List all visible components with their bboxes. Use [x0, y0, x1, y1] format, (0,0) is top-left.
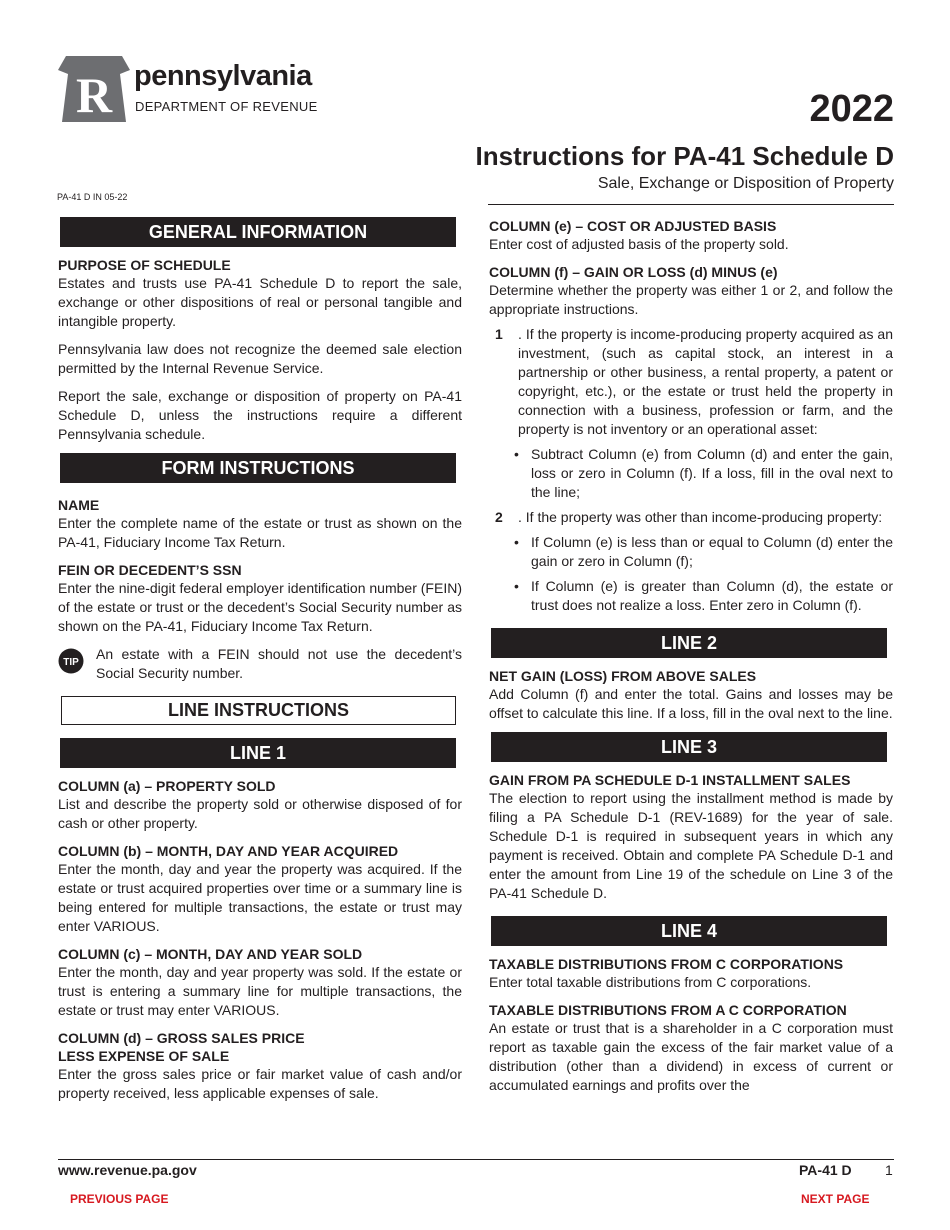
- brand-department: DEPARTMENT OF REVENUE: [135, 99, 318, 114]
- left-column: [58, 217, 462, 1103]
- paragraph-line-3: The election to report using the installment method is made by filing a PA Schedule D-1 (REV-1689) for the year of sale. Schedule D-1 is required in subsequent years in which any payment is received. Obtain and complete PA Schedule D-1 and enter the amount from Line 19 of the schedule on Line 3 of the PA-41 Schedule D.: [489, 790, 893, 901]
- heading-line-4-a: TAXABLE DISTRIBUTIONS FROM C CORPORATIONS: [489, 956, 844, 972]
- paragraph-line-4-a: Enter total taxable distributions from C corporations.: [489, 974, 812, 990]
- section-bar-line-2: LINE 2: [491, 628, 887, 658]
- paragraph-fein: Enter the nine-digit federal employer identification number (FEIN) of the estate or trust or the decedent’s Social Security number as shown on the PA-41, Fiduciary Income Tax Return.: [58, 580, 462, 634]
- heading-column-b: COLUMN (b) – MONTH, DAY AND YEAR ACQUIRED: [58, 843, 399, 859]
- heading-column-a: COLUMN (a) – PROPERTY SOLD: [58, 778, 276, 794]
- heading-name: NAME: [58, 497, 100, 513]
- heading-fein: FEIN OR DECEDENT’S SSN: [58, 562, 242, 578]
- tax-year: 2022: [809, 88, 894, 130]
- form-code: PA-41 D IN 05-22: [57, 192, 128, 202]
- svg-text:TIP: TIP: [63, 657, 79, 668]
- brand-name: pennsylvania: [134, 60, 312, 92]
- next-page-link[interactable]: NEXT PAGE: [801, 1192, 870, 1206]
- heading-column-d-line-2: LESS EXPENSE OF SALE: [58, 1048, 230, 1064]
- tip-icon: [58, 648, 84, 674]
- page-subtitle: Sale, Exchange or Disposition of Property: [597, 175, 894, 192]
- footer-page-code: PA-41 D: [799, 1162, 852, 1178]
- paragraph-line-2: Add Column (f) and enter the total. Gains and losses may be offset to calculate this line. If a loss, fill in the oval next to the line.: [489, 686, 893, 721]
- paragraph-column-f: Determine whether the property was either 1 or 2, and follow the appropriate instructions.: [489, 282, 893, 317]
- footer-website: www.revenue.pa.gov: [58, 1162, 197, 1178]
- paragraph-column-e: Enter cost of adjusted basis of the property sold.: [489, 236, 789, 252]
- bullet-item: • If Column (e) is greater than Column (d), the estate or trust does not realize a loss. Enter zero in Column (f).: [489, 577, 893, 615]
- section-bar-line-instructions: LINE INSTRUCTIONS: [61, 696, 456, 725]
- heading-column-e: COLUMN (e) – COST OR ADJUSTED BASIS: [489, 218, 777, 234]
- heading-column-c: COLUMN (c) – MONTH, DAY AND YEAR SOLD: [58, 946, 363, 962]
- list-item: 2 . If the property was other than income-producing property:: [495, 509, 883, 525]
- section-bar-general-information: GENERAL INFORMATION: [60, 217, 456, 247]
- section-bar-line-1: LINE 1: [60, 738, 456, 768]
- numbered-list: [489, 508, 893, 527]
- tip-text: An estate with a FEIN should not use the decedent’s Social Security number.: [96, 646, 462, 681]
- svg-text:R: R: [75, 67, 113, 122]
- paragraph-purpose-3: Report the sale, exchange or disposition of property on PA-41 Schedule D, unless the instructions require a different Pennsylvania schedule.: [58, 388, 462, 442]
- bullet-item: • Subtract Column (e) from Column (d) and enter the gain, loss or zero in Column (f). If a loss, fill in the oval next to the line;: [489, 445, 893, 502]
- bullet-item: • If Column (e) is less than or equal to Column (d) enter the gain or zero in Column (f);: [489, 533, 893, 571]
- paragraph-name: Enter the complete name of the estate or trust as shown on the PA-41, Fiduciary Income Tax Return.: [58, 515, 462, 550]
- paragraph-purpose-1: Estates and trusts use PA-41 Schedule D to report the sale, exchange or other dispositions of real or personal tangible and intangible property.: [58, 275, 462, 329]
- tip-callout: [58, 645, 462, 683]
- paragraph-column-d: Enter the gross sales price or fair market value of cash and/or property received, less applicable expenses of sale.: [58, 1066, 462, 1101]
- paragraph-line-4-b: An estate or trust that is a shareholder in a C corporation must report as taxable gain the excess of the fair market value of a distribution (other than a dividend) in excess of current or accumulated earnings and profits over the: [489, 1020, 893, 1093]
- page-title: Instructions for PA-41 Schedule D: [475, 141, 894, 171]
- previous-page-link[interactable]: PREVIOUS PAGE: [70, 1192, 169, 1206]
- paragraph-column-a: List and describe the property sold or otherwise disposed of for cash or other property.: [58, 796, 462, 831]
- section-bar-line-4: LINE 4: [491, 916, 887, 946]
- paragraph-column-c: Enter the month, day and year property was sold. If the estate or trust is entering a summary line for multiple transactions, the estate or trust may enter VARIOUS.: [58, 964, 462, 1018]
- numbered-list: [489, 325, 893, 439]
- keystone-logo-icon: [58, 56, 130, 122]
- footer-page-number: 1: [885, 1162, 893, 1178]
- paragraph-purpose-2: Pennsylvania law does not recognize the deemed sale election permitted by the Internal Revenue Service.: [58, 341, 462, 376]
- heading-line-2: NET GAIN (LOSS) FROM ABOVE SALES: [489, 668, 757, 684]
- list-item: 1 . If the property is income-producing property acquired as an investment, (such as capital stock, an interest in a partnership or other business, a rental property, a patent or copyright, etc.), or the estate or trust held the property in connection with a business, profession or farm, and the property is not inventory or an operational asset:: [495, 326, 893, 437]
- footer-divider: [58, 1159, 894, 1160]
- heading-line-4-b: TAXABLE DISTRIBUTIONS FROM A C CORPORATION: [489, 1002, 847, 1018]
- heading-column-f: COLUMN (f) – GAIN OR LOSS (d) MINUS (e): [489, 264, 778, 280]
- header-divider: [488, 204, 894, 205]
- right-column: [489, 217, 893, 1095]
- paragraph-column-b: Enter the month, day and year the property was acquired. If the estate or trust acquired properties over time or a summary line is being entered for multiple transactions, the estate or trust may enter VARIOUS.: [58, 861, 462, 934]
- section-bar-line-3: LINE 3: [491, 732, 887, 762]
- heading-purpose: PURPOSE OF SCHEDULE: [58, 257, 231, 273]
- section-bar-form-instructions: FORM INSTRUCTIONS: [60, 453, 456, 483]
- heading-line-3: GAIN FROM PA SCHEDULE D-1 INSTALLMENT SALES: [489, 772, 851, 788]
- heading-column-d-line-1: COLUMN (d) – GROSS SALES PRICE: [58, 1030, 305, 1046]
